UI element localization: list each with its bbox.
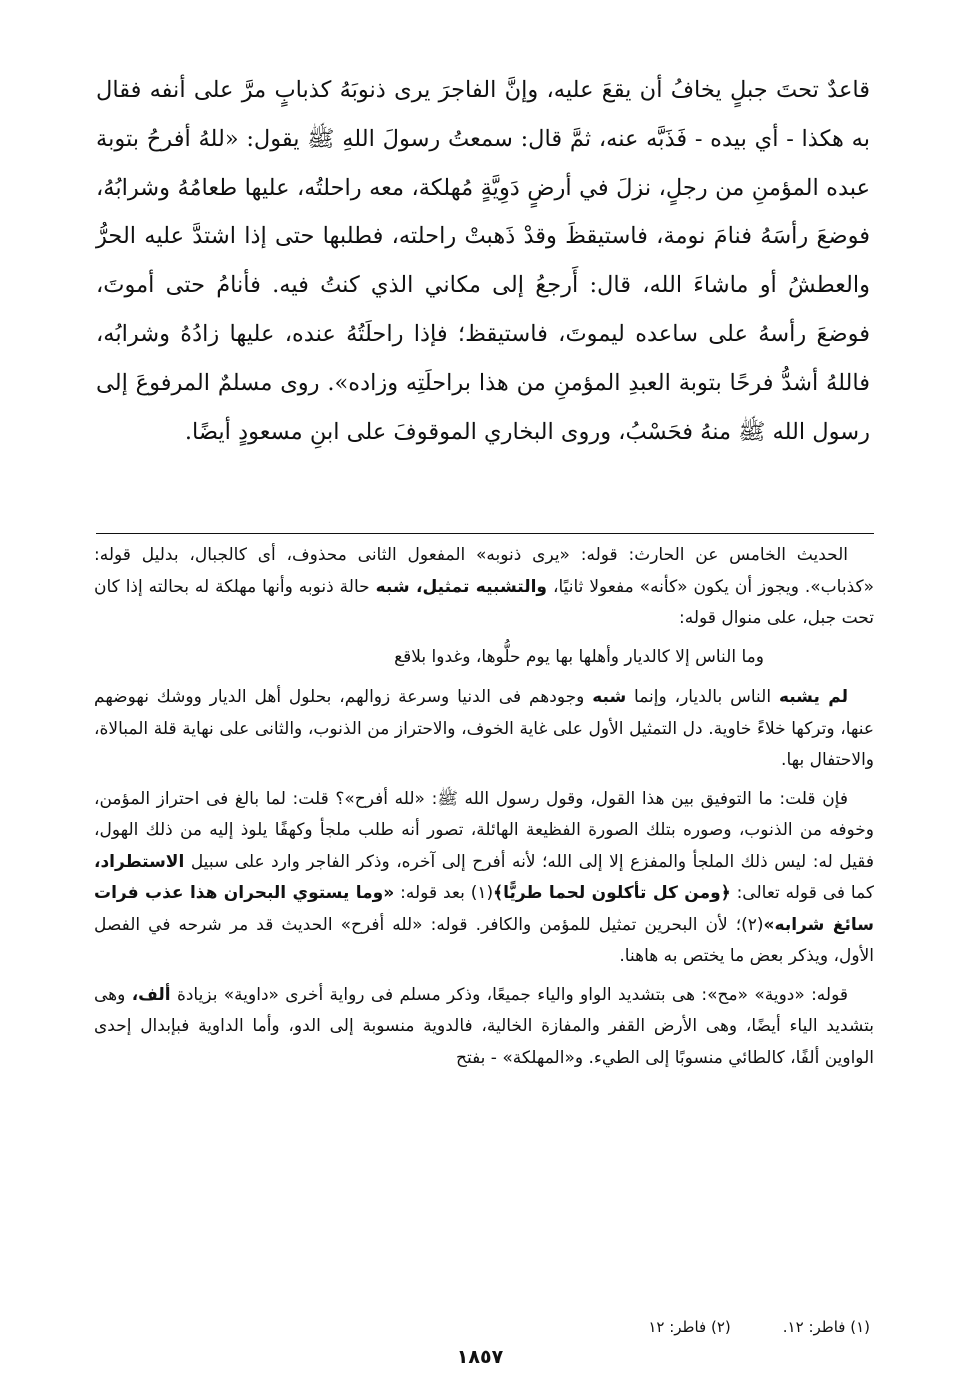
bold-term: لم يشبه bbox=[778, 687, 848, 707]
poetry-verse: وما الناس إلا كالديار وأهلها بها يوم حلُّوها، وغدوا بلاقع bbox=[394, 646, 764, 667]
hadith-text bbox=[96, 66, 870, 456]
bold-term: والتشبيه تمثيل، شبه bbox=[375, 576, 547, 597]
footnote-2: (٢) فاطر: ١٢ bbox=[648, 1318, 731, 1336]
commentary-paragraph-1 bbox=[94, 540, 874, 635]
hadith-paragraph: قاعدٌ تحتَ جبلٍ يخافُ أن يقعَ عليه، وإنَّ الفاجرَ يرى ذنوبَهُ كذبابٍ مرَّ على أنفه فقال به هكذا - أي بيده - فَذَبَّه عنه، ثمَّ قال: سمعتُ رسولَ اللهِ ﷺ يقول: «للهُ أفرحُ بتوبة عبده المؤمنِ من رجلٍ، نزلَ في أرضٍ دَوِيَّةٍ مُهلكة، معه راحلتُه، عليها طعامُهُ وشرابُهُ، فوضعَ رأسَهُ فنامَ نومة، فاستيقظَ وقدْ ذَهبتْ راحلته، فطلبها حتى إذا اشتدَّ عليه الحرُّ والعطشُ أو ماشاءَ الله، قال: أَرجعُ إلى مكاني الذي كنتُ فيه. فأنامُ حتى أموتَ، فوضعَ رأسهُ على ساعده ليموتَ، فاستيقظ؛ فإذا راحلَتُهُ عنده، عليها زادُهُ وشرابُه، فاللهُ أشدُّ فرحًا بتوبة العبدِ المؤمنِ من هذا براحلَتِه وزاده». روى مسلمٌ المرفوعَ إلى رسول الله ﷺ منهُ فحَسْبُ، وروى البخاري الموقوفَ على ابنِ مسعودٍ أيضًا. bbox=[96, 77, 870, 445]
commentary-paragraph-2 bbox=[94, 682, 874, 777]
commentary-paragraph-4 bbox=[94, 980, 874, 1075]
commentary-text: (٢)؛ لأن البحرين تمثيل للمؤمن والكافر. قوله: «لله أفرح» الحديث قد مر شرحه في الفصل الأول، ويذكر بعض ما يختص به هاهنا. bbox=[94, 914, 874, 966]
commentary-paragraph-3 bbox=[94, 784, 874, 973]
commentary-text: (١) بعد قوله: bbox=[400, 883, 494, 903]
page-number: ١٨٥٧ bbox=[456, 1346, 504, 1368]
commentary-text: وهى بتشديد الياء أيضًا، وهى الأرض القفر والمفازة الخالية، فالدوية منسوبة إلى الدو، وأما الداوية فبإبدال إحدى الواوين ألفًا، كالطائي منسوبًا إلى الطيء. و«المهلكة» - بفتح bbox=[94, 984, 874, 1068]
commentary bbox=[94, 540, 874, 1081]
commentary-text: حالة ذنوبه وأنها مهلكة له بحالته إذا كان تحت جبل، على منوال قوله: bbox=[94, 576, 874, 628]
commentary-text: الحديث الخامس عن الحارث: قوله: «يرى ذنوبه» المفعول الثانى محذوف، أى كالجبال، بدليل قوله: «كذباب». ويجوز أن يكون «كأنه» مفعولا ثانيًا، bbox=[94, 545, 874, 597]
commentary-text: كما فى قوله تعالى: bbox=[736, 883, 875, 903]
commentary-text: فإن قلت: ما التوفيق بين هذا القول، وقول رسول الله ﷺ: «لله أفرح»؟ قلت: لما بالغ فى احتراز المؤمن، وخوفه من الذنوب، وصوره بتلك الصورة الفظيعة الهائلة، تصور أنه طلب ملجأ وكهفًا يلوذ إليه من ذلك الهول، فقيل له: ليس ذلك الملجأ والمفزع إلا إلى الله؛ لأنه أفرح إلى آخره، وذكر الفاجر وارد على سبيل bbox=[94, 788, 874, 872]
commentary-text: قوله: «دوية» «مح»: هى بتشديد الواو والياء جميعًا، وذكر مسلم فى رواية أخرى «داوية» بزيادة bbox=[176, 984, 849, 1005]
quran-quote: ﴿ومن كل تأكلون لحما طريًّا﴾ bbox=[493, 883, 731, 903]
bold-term: الاستطراد، bbox=[94, 851, 185, 872]
commentary-text: وجودهم فى الدنيا وسرعة زوالهم، بحلول أهل الديار ووشك نهوضهم عنها، وتركها خلاءً خاوية. دل التمثيل الأول على غاية الخوف، والاحتراز من الذنوب، والثانى على نهاية قلة المبالاة، والاحتفال بها. bbox=[94, 687, 874, 770]
footnote-1: (١) فاطر: ١٢. bbox=[782, 1318, 870, 1336]
bold-term: شبه bbox=[592, 687, 627, 707]
quran-quote: «وما يستوي البحران هذا عذب فرات سائغ شرابه» bbox=[94, 883, 874, 935]
footnote-divider bbox=[96, 533, 874, 534]
commentary-text: الناس بالديار، وإنما bbox=[634, 687, 772, 707]
bold-term: ألف، bbox=[131, 984, 171, 1005]
footnotes bbox=[470, 1318, 870, 1336]
